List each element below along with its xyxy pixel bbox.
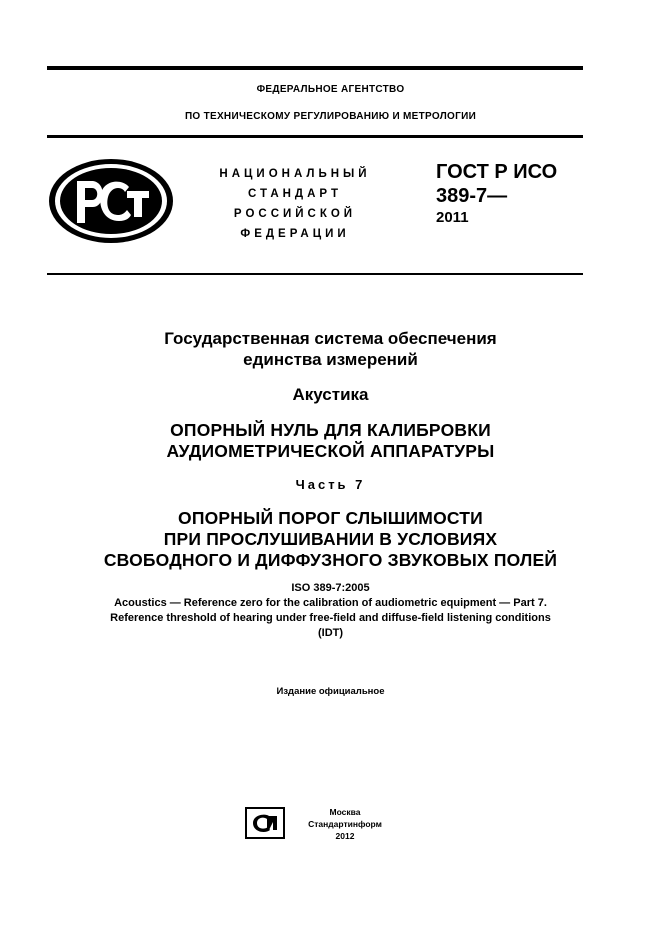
specific-title-line: ОПОРНЫЙ ПОРОГ СЛЫШИМОСТИ [178, 508, 483, 528]
part-number: Часть 7 [295, 477, 366, 492]
gost-emblem-icon [47, 157, 175, 245]
designation-year: 2011 [436, 209, 469, 226]
standard-type-line: СТАНДАРТ [248, 188, 342, 200]
general-title-line: ОПОРНЫЙ НУЛЬ ДЛЯ КАЛИБРОВКИ [170, 420, 491, 440]
standard-type-line: РОССИЙСКОЙ [233, 208, 357, 220]
upper-rule [47, 135, 583, 138]
agency-line-2: ПО ТЕХНИЧЕСКОМУ РЕГУЛИРОВАНИЮ И МЕТРОЛОГИИ [184, 111, 477, 122]
series-title-line: единства измерений [243, 350, 418, 369]
designation [436, 160, 557, 228]
iso-title-line: Reference threshold of hearing under free-field and diffuse-field listening conditions [110, 612, 551, 624]
agency-line-1: ФЕДЕРАЛЬНОЕ АГЕНТСТВО [256, 84, 405, 95]
standartinform-logo-icon [245, 807, 285, 839]
standard-type [200, 164, 390, 244]
field-title: Акустика [292, 385, 369, 404]
specific-title [0, 508, 661, 571]
iso-reference [0, 581, 661, 641]
top-rule [47, 66, 583, 70]
lower-rule [47, 273, 583, 275]
iso-ref: ISO 389-7:2005 [291, 582, 370, 594]
publisher-name: Стандартинформ [308, 819, 382, 829]
series-title [0, 328, 661, 370]
gost-logo [47, 157, 175, 250]
iso-idt: (IDT) [317, 627, 344, 639]
specific-title-line: СВОБОДНОГО И ДИФФУЗНОГО ЗВУКОВЫХ ПОЛЕЙ [103, 550, 558, 570]
publisher-year: 2012 [335, 831, 355, 841]
general-title-line: АУДИОМЕТРИЧЕСКОЙ АППАРАТУРЫ [166, 441, 495, 461]
standard-type-line: НАЦИОНАЛЬНЫЙ [219, 168, 371, 180]
publisher-block [300, 806, 390, 842]
general-title [0, 420, 661, 462]
publisher-city: Москва [329, 807, 361, 817]
specific-title-line: ПРИ ПРОСЛУШИВАНИИ В УСЛОВИЯХ [163, 529, 498, 549]
iso-title-line: Acoustics — Reference zero for the calibration of audiometric equipment — Part 7. [114, 597, 547, 609]
series-title-line: Государственная система обеспечения [164, 329, 497, 348]
designation-line-2: 389-7— [436, 185, 508, 207]
edition-label: Издание официальное [276, 686, 385, 697]
publisher-logo [245, 807, 285, 844]
designation-line-1: ГОСТ Р ИСО [436, 161, 558, 183]
standard-type-line: ФЕДЕРАЦИИ [240, 228, 350, 240]
